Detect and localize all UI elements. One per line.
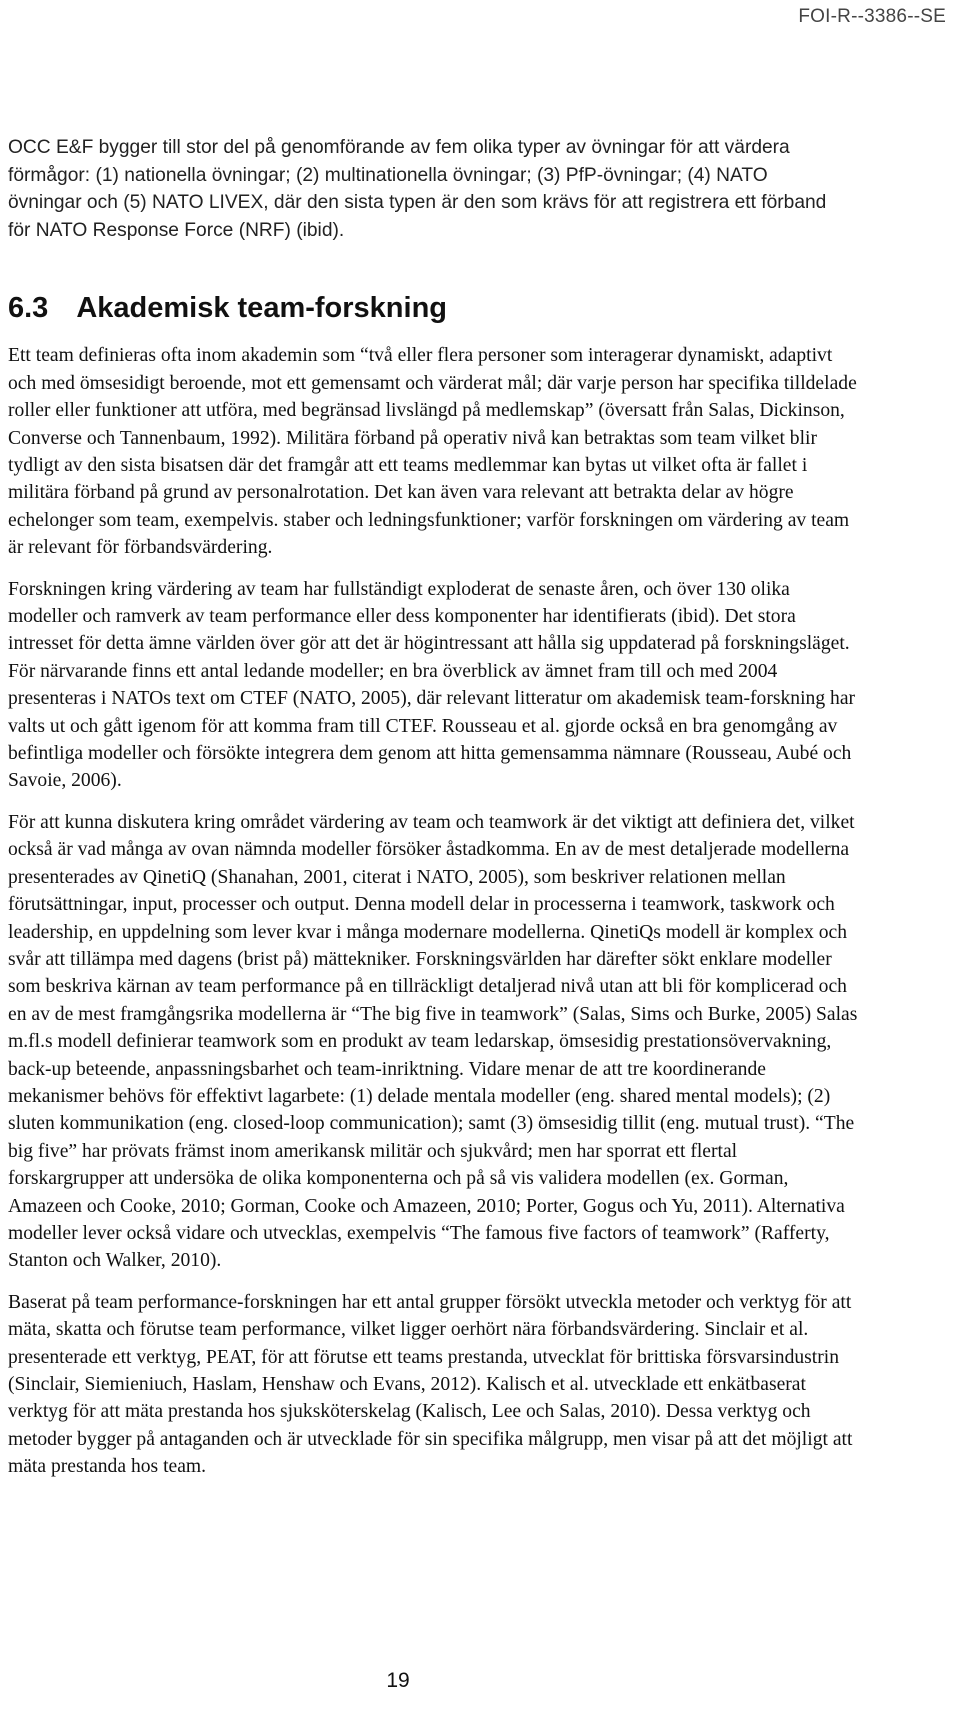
- body-paragraph-2: Forskningen kring värdering av team har fullständigt exploderat de senaste åren, och över 130 olika modeller och ramverk av team performance eller dess komponenter har identifierats (ibid). Det stora intresset för detta ämne världen över gör att det är högintressant att hålla sig uppdaterad på forskningsläget. För närvarande finns ett antal ledande modeller; en bra överblick av ämnet fram till och med 2004 presenteras i NATOs text om CTEF (NATO, 2005), där relevant litteratur om akademisk team-forskning har valts ut och gått igenom för att komma fram till CTEF. Rousseau et al. gjorde också en bra genomgång av befintliga modeller och försökte integrera dem genom att hitta gemensamma nämnare (Rousseau, Aubé och Savoie, 2006).: [8, 578, 856, 792]
- page-content: [8, 134, 858, 1481]
- body-paragraph-4: Baserat på team performance-forskningen har ett antal grupper försökt utveckla metoder och verktyg för att mäta, skatta och förutse team performance, vilket ligger oerhört nära förbandsvärdering. Sinclair et al. presenterade ett verktyg, PEAT, för att förutse ett teams prestanda, utvecklat för brittiska försvarsindustrin (Sinclair, Siemieniuch, Haslam, Henshaw och Evans, 2012). Kalisch et al. utvecklade ett enkätbaserat verktyg för att mäta prestanda hos sjuksköterskelag (Kalisch, Lee och Salas, 2010). Dessa verktyg och metoder bygger på antaganden och är utvecklade för sin specifika målgrupp, men visar på att det möjligt att mäta prestanda hos team.: [8, 1291, 853, 1478]
- section-heading: [8, 289, 858, 327]
- body-paragraph-1: Ett team definieras ofta inom akademin som “två eller flera personer som interagerar dynamiskt, adaptivt och med ömsesidigt beroende, mot ett gemensamt och värderat mål; där varje person har specifika tilldelade roller eller funktioner att utföra, med begränsad livslängd på medlemskap” (översatt från Salas, Dickinson, Converse och Tannenbaum, 1992). Militära förband på operativ nivå kan betraktas som team vilket blir tydligt av den sista bisatsen där det framgår att ett teams medlemmar kan bytas ut vilket ofta är fallet i militära förband på grund av personalrotation. Det kan även vara relevant att betrakta delar av högre echelonger som team, exempelvis. staber och ledningsfunktioner; varför forskningen om värdering av team är relevant för förbandsvärdering.: [8, 345, 857, 559]
- body-paragraph-3: För att kunna diskutera kring området värdering av team och teamwork är det viktigt att definiera det, vilket också är vad många av ovan nämnda modeller försöker åstadkomma. En av de mest detaljerade modellerna presenterades av QinetiQ (Shanahan, 2001, citerat i NATO, 2005), som beskriver relationen mellan förutsättningar, input, processer och output. Denna modell delar in processerna i teamwork, taskwork och leadership, en uppdelning som lever kvar i många modernare modellerna. QinetiQs modell är komplex och svår att tillämpa med dagens (brist på) mättekniker. Forskningsvärlden har därefter sökt enklare modeller som beskriva kärnan av team performance på en tillräckligt detaljerad nivå utan att bli för komplicerad och en av de mest framgångsrika modellerna är “The big five in teamwork” (Salas, Sims och Burke, 2005) Salas m.fl.s modell definierar teamwork som en produkt av team ledarskap, ömsesidig prestationsövervakning, back-up beteende, anpassningsbarhet och team-inriktning. Vidare menar de att tre koordinerande mekanismer behövs för effektivt lagarbete: (1) delade mentala modeller (eng. shared mental models); (2) sluten kommunikation (eng. closed-loop communication); samt (3) ömsesidig tillit (eng. mutual trust). “The big five” har prövats främst inom amerikansk militär och sjukvård; men har sporrat ett flertal forskargrupper att undersöka de olika komponenterna och på så vis validera modellen (ex. Gorman, Amazeen och Cooke, 2010; Gorman, Cooke och Amazeen, 2010; Porter, Gogus och Yu, 2011). Alternativa modeller lever också vidare och utvecklas, exempelvis “The famous five factors of teamwork” (Rafferty, Stanton och Walker, 2010).: [8, 811, 858, 1272]
- section-number: 6.3: [8, 292, 49, 325]
- page-number: 19: [386, 1669, 410, 1692]
- intro-paragraph: OCC E&F bygger till stor del på genomförande av fem olika typer av övningar för att värdera förmågor: (1) nationella övningar; (2) multinationella övningar; (3) PfP-övningar; (4) NATO övningar och (5) NATO LIVEX, där den sista typen är den som krävs för att registrera ett förband för NATO Response Force (NRF) (ibid).: [8, 137, 827, 241]
- section-title: Akademisk team-forskning: [76, 292, 447, 325]
- document-id: FOI-R--3386--SE: [798, 6, 946, 27]
